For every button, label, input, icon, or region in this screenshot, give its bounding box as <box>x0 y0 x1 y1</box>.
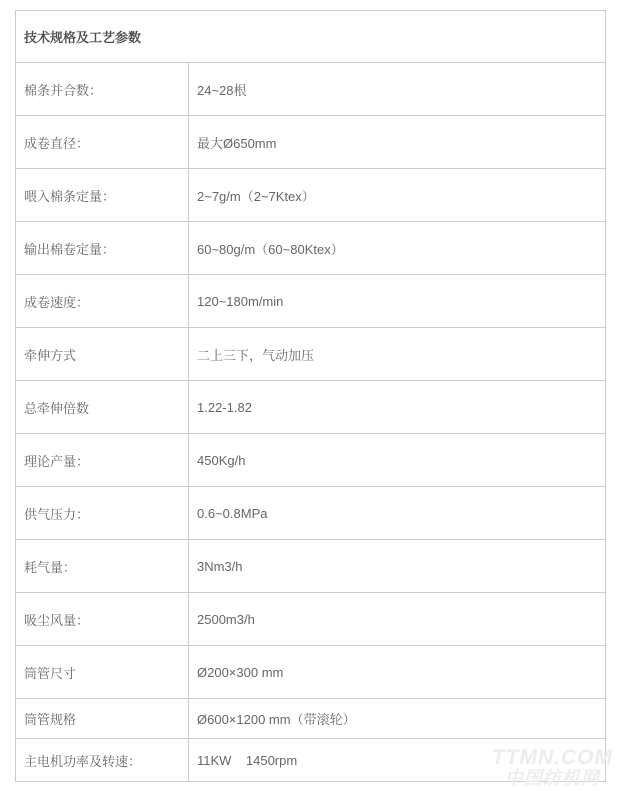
spec-label: 棉条并合数： <box>16 63 189 115</box>
spec-value: Ø200×300 mm <box>197 664 284 680</box>
spec-value: 最大Ø650mm <box>197 135 277 151</box>
spec-label: 主电机功率及转速： <box>16 739 189 781</box>
spec-value: 11KW 1450rpm <box>197 752 298 768</box>
spec-label: 总牵伸倍数 <box>16 381 189 433</box>
spec-label: 筒管规格 <box>16 699 189 738</box>
table-row <box>16 63 605 116</box>
spec-value: 二上三下，气动加压 <box>197 347 315 363</box>
table-row <box>16 434 605 487</box>
table-header: 技术规格及工艺参数 <box>16 11 605 63</box>
spec-value: 60~80g/m（60~80Ktex） <box>197 241 344 257</box>
spec-value: 24~28根 <box>197 82 247 98</box>
spec-table <box>15 10 606 782</box>
spec-value: 3Nm3/h <box>197 558 243 574</box>
table-row <box>16 169 605 222</box>
spec-label: 喂入棉条定量： <box>16 169 189 221</box>
spec-label: 吸尘风量： <box>16 593 189 645</box>
table-row <box>16 275 605 328</box>
table-row <box>16 699 605 739</box>
spec-label: 成卷速度： <box>16 275 189 327</box>
table-row <box>16 646 605 699</box>
spec-label: 成卷直径： <box>16 116 189 168</box>
table-row <box>16 739 605 781</box>
spec-value: 120~180m/min <box>197 293 284 309</box>
spec-label: 牵伸方式 <box>16 328 189 380</box>
table-row <box>16 222 605 275</box>
spec-value: 2500m3/h <box>197 611 255 627</box>
spec-value: Ø600×1200 mm（带滚轮） <box>197 712 356 727</box>
spec-value: 0.6~0.8MPa <box>197 505 268 521</box>
spec-label: 耗气量： <box>16 540 189 592</box>
spec-label: 理论产量： <box>16 434 189 486</box>
watermark-line2: 中国纺机网 <box>504 768 600 789</box>
table-row <box>16 328 605 381</box>
table-row <box>16 540 605 593</box>
spec-value: 2~7g/m（2~7Ktex） <box>197 188 315 204</box>
spec-value: 1.22-1.82 <box>197 399 252 415</box>
table-row <box>16 487 605 540</box>
spec-label: 输出棉卷定量： <box>16 222 189 274</box>
spec-value: 450Kg/h <box>197 452 246 468</box>
spec-label: 供气压力： <box>16 487 189 539</box>
table-row <box>16 116 605 169</box>
table-row <box>16 381 605 434</box>
table-row <box>16 593 605 646</box>
watermark-line1: TTMN.COM <box>491 746 613 770</box>
spec-label: 筒管尺寸 <box>16 646 189 698</box>
